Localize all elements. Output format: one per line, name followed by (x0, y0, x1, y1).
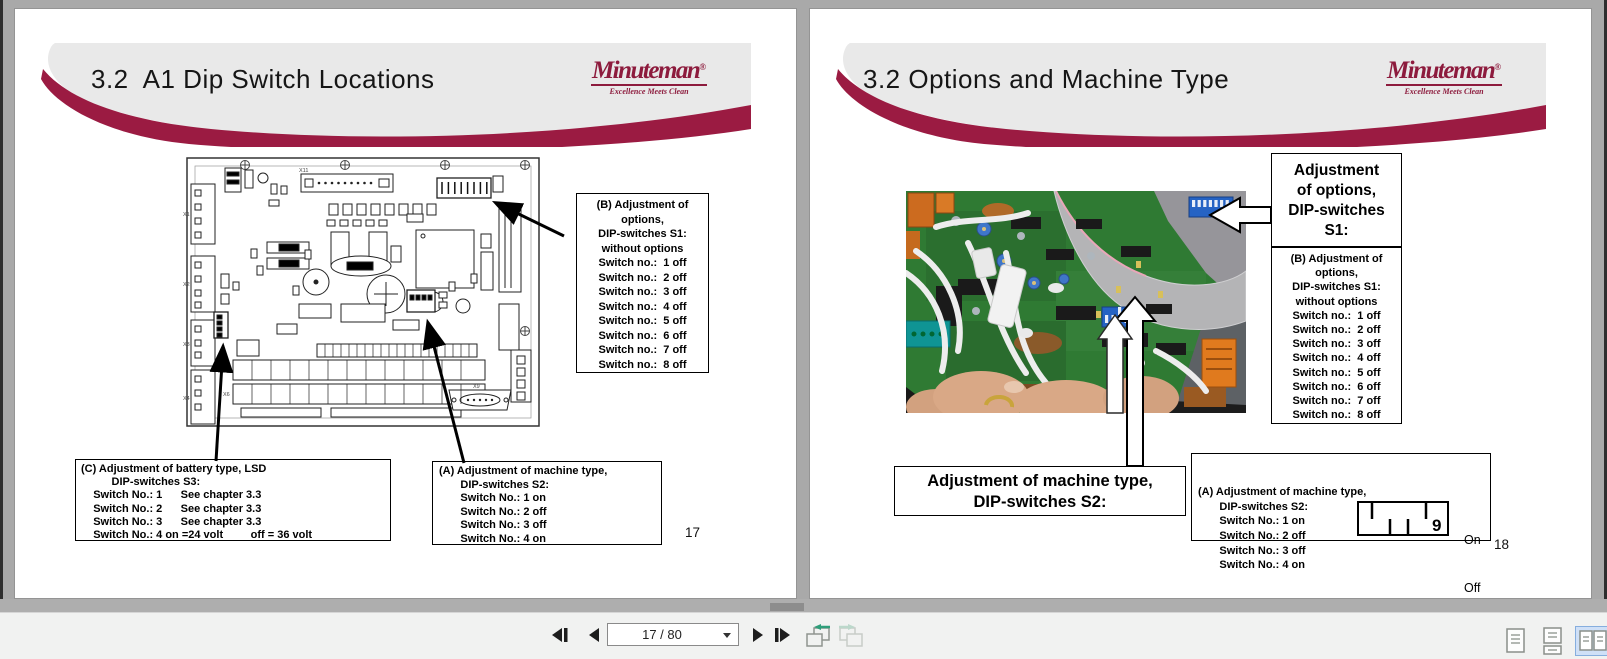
dip-number: 9 (1432, 516, 1442, 535)
text-line: (A) Adjustment of machine type, (439, 465, 608, 477)
last-page-icon (773, 627, 795, 643)
previous-view-icon (804, 623, 832, 647)
page-title: 3.2 A1 Dip Switch Locations (91, 64, 435, 94)
text-line: Switch no.: 5 off (598, 315, 687, 327)
svg-text:X9: X9 (473, 384, 480, 390)
text-line: DIP-switches (1288, 202, 1385, 219)
dip-switch-s2-photo (1102, 307, 1132, 327)
text-line: Switch No.: 1 See chapter 3.3 (81, 489, 262, 502)
text-line: Switch no.: 2 off (598, 271, 687, 284)
single-page-view-icon (1504, 627, 1528, 655)
continuous-view-button[interactable] (1540, 627, 1566, 655)
text-line: options, (1315, 267, 1358, 280)
chevron-down-icon (723, 633, 731, 638)
dip-switch-diagram (1356, 500, 1452, 538)
text-line: (A) Adjustment of machine type, (1198, 486, 1367, 499)
next-page-button[interactable] (745, 626, 771, 646)
text-line: DIP-switches S3: (81, 476, 201, 489)
text-line: Switch no.: 3 off (1292, 338, 1381, 351)
minuteman-logo (1368, 55, 1520, 96)
text-line: Switch no.: 7 off (1292, 395, 1381, 408)
svg-text:X1: X1 (183, 212, 190, 218)
two-page-view-button[interactable] (1576, 627, 1607, 655)
svg-text:X4: X4 (183, 396, 190, 402)
first-page-button[interactable] (548, 626, 574, 646)
text-line: Switch no.: 6 off (598, 329, 687, 342)
text-line: Switch No.: 1 on (439, 492, 546, 505)
text-line: Switch No.: 3 off (1198, 544, 1306, 557)
text-line: S1: (1324, 222, 1349, 239)
text-line: Switch no.: 7 off (598, 344, 687, 356)
text-line: DIP-switches S1: (598, 228, 687, 240)
text-line: Switch no.: 8 off (1292, 409, 1381, 422)
document-page-17 (14, 8, 797, 599)
callout-machine-type-s2 (894, 466, 1186, 516)
logo-wordmark: Minuteman® (1386, 57, 1502, 84)
text-line: Switch No.: 4 on (1198, 559, 1305, 572)
next-view-button[interactable] (836, 623, 866, 649)
first-page-icon (550, 627, 572, 643)
text-line: Adjustment of machine type, (927, 472, 1153, 490)
viewer-toolbar (0, 612, 1607, 659)
text-line: Switch no.: 4 off (1292, 352, 1381, 365)
slide-page-number: 17 (685, 525, 701, 540)
text-line: DIP-switches S1: (1292, 281, 1381, 294)
text-line: (B) Adjustment of (1290, 253, 1383, 265)
text-line: Switch No.: 4 on (439, 532, 546, 545)
dip-on-label: On (1464, 533, 1481, 547)
text-line: Switch no.: 2 off (1292, 324, 1381, 337)
text-line: Switch no.: 1 off (598, 257, 687, 269)
page-indicator: 17 / 80 (642, 627, 682, 642)
text-line: DIP-switches S2: (439, 478, 550, 491)
pcb-photo (906, 191, 1246, 413)
text-line: Switch No.: 4 on =24 volt off = 36 volt (81, 529, 313, 542)
pcb-diagram (181, 154, 549, 432)
text-line: Switch No.: 2 off (439, 505, 547, 518)
previous-page-button[interactable] (581, 626, 607, 646)
text-line: of options, (1296, 182, 1377, 199)
callout-s1-title (1271, 153, 1402, 247)
text-line: Switch No.: 3 See chapter 3.3 (81, 515, 262, 528)
svg-text:X11: X11 (299, 168, 309, 174)
text-line: Switch no.: 1 off (1292, 309, 1381, 322)
continuous-view-icon (1541, 627, 1565, 655)
svg-text:X3: X3 (183, 342, 190, 348)
next-view-icon (837, 623, 865, 647)
slide-header (836, 43, 1546, 147)
text-line: DIP-switches S2: (1198, 500, 1309, 513)
text-line: Switch No.: 2 See chapter 3.3 (81, 502, 262, 515)
svg-text:X2: X2 (183, 282, 190, 288)
last-page-button[interactable] (771, 626, 797, 646)
text-line: Switch No.: 3 off (439, 519, 547, 532)
text-line: without options (1295, 295, 1378, 308)
slide-page-number: 18 (1494, 537, 1510, 552)
two-page-view-icon (1577, 627, 1607, 655)
text-line: Switch no.: 6 off (1292, 380, 1381, 393)
svg-text:X6: X6 (223, 392, 230, 398)
logo-tagline: Excellence Meets Clean (1404, 87, 1484, 96)
text-line: Switch no.: 8 off (598, 358, 687, 371)
callout-b-options-s1 (576, 193, 709, 373)
page-title: 3.2 Options and Machine Type (863, 64, 1230, 94)
text-line: Switch No.: 1 on (1198, 515, 1305, 528)
text-line: (B) Adjustment of (596, 199, 689, 211)
callout-a-machine-s2 (432, 461, 662, 545)
next-page-icon (750, 627, 766, 643)
window-border-left (0, 0, 3, 601)
text-line: options, (621, 213, 664, 226)
previous-page-icon (586, 627, 602, 643)
text-line: Switch No.: 2 off (1198, 529, 1306, 542)
svg-text:X5: X5 (223, 368, 230, 374)
dip-off-label: Off (1464, 581, 1481, 595)
horizontal-scrollbar-thumb[interactable] (770, 603, 804, 611)
text-line: Switch no.: 4 off (598, 300, 687, 313)
logo-tagline: Excellence Meets Clean (609, 87, 689, 96)
text-line: without options (601, 242, 684, 255)
text-line: (C) Adjustment of battery type, LSD (81, 463, 267, 475)
callout-b-options-s1 (1271, 247, 1402, 424)
text-line: Switch no.: 3 off (598, 286, 687, 298)
text-line: Adjustment (1293, 162, 1380, 179)
previous-view-button[interactable] (803, 623, 833, 649)
callout-a-machine-s2 (1191, 453, 1491, 595)
callout-c-battery-s3 (75, 459, 391, 541)
minuteman-logo (573, 55, 725, 96)
page-number-field[interactable] (607, 623, 739, 646)
text-line: Switch no.: 5 off (1292, 366, 1381, 379)
document-page-18 (809, 8, 1592, 599)
single-page-view-button[interactable] (1503, 627, 1529, 655)
text-line: DIP-switches S2: (973, 493, 1107, 511)
slide-header (41, 43, 751, 147)
logo-wordmark: Minuteman® (591, 57, 707, 84)
dip-switch-s1-photo (1189, 197, 1233, 217)
